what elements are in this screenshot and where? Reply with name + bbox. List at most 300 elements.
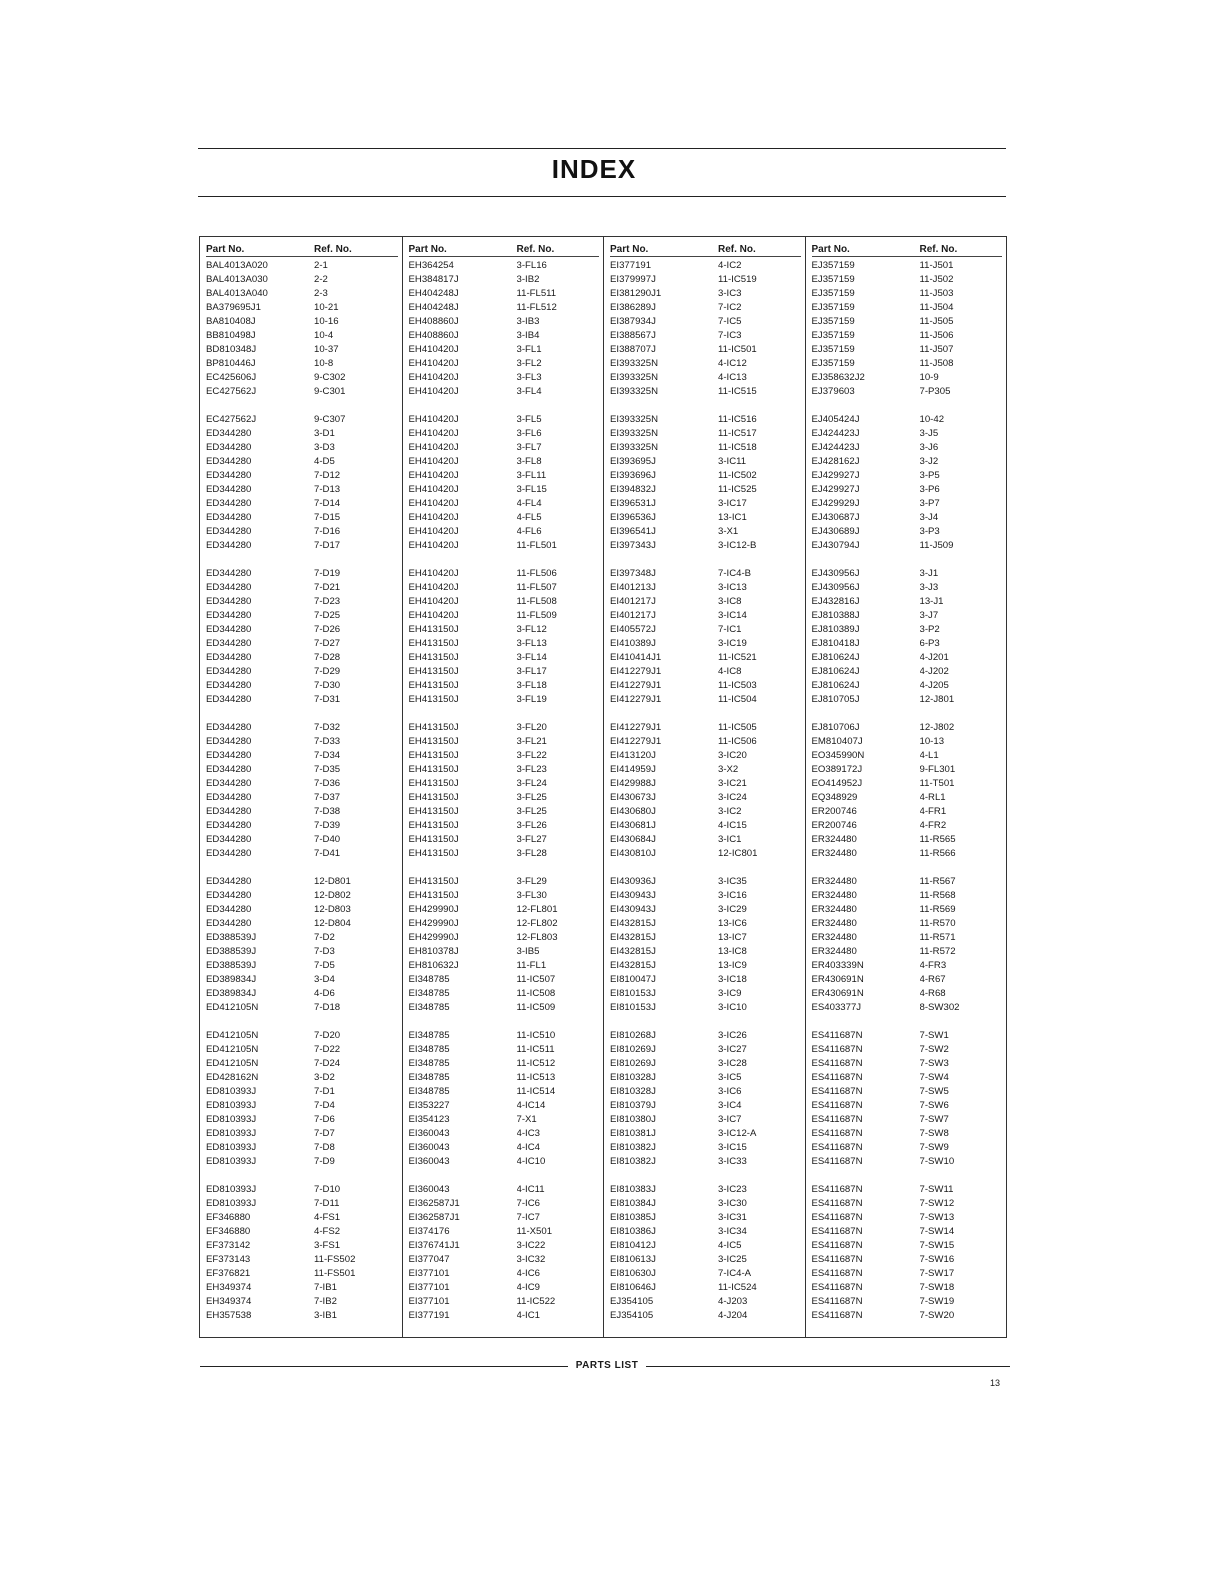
ref-number: 7-D9 — [314, 1156, 335, 1167]
part-no-header: Part No. — [610, 244, 649, 255]
ref-number: 2-1 — [314, 260, 328, 271]
table-row — [409, 763, 600, 777]
part-number: EH413150J — [408, 848, 459, 859]
ref-number: 4-FL4 — [516, 498, 542, 509]
table-row — [812, 1239, 1003, 1253]
part-number: ED344280 — [206, 484, 252, 495]
ref-number: 7-SW6 — [919, 1100, 949, 1111]
table-row — [812, 623, 1003, 637]
ref-number: 3-FL5 — [516, 414, 542, 425]
table-row — [610, 1211, 801, 1225]
part-number: EI430680J — [610, 806, 656, 817]
ref-number: 7-D40 — [314, 834, 341, 845]
part-number: EI810328J — [610, 1072, 656, 1083]
part-number: EH413150J — [408, 764, 459, 775]
table-row — [409, 1001, 600, 1015]
part-number: EH413150J — [408, 806, 459, 817]
table-row — [812, 1043, 1003, 1057]
ref-number: 7-D1 — [314, 1086, 335, 1097]
ref-number: 3-IC3 — [718, 288, 742, 299]
table-row — [610, 889, 801, 903]
part-number: EC427562J — [206, 414, 257, 425]
row-group — [812, 875, 1003, 1015]
part-number: EI810268J — [610, 1030, 656, 1041]
footer-rule-right — [646, 1366, 1010, 1367]
table-row — [812, 315, 1003, 329]
part-number: ED344280 — [206, 512, 252, 523]
part-number: ED810393J — [206, 1086, 257, 1097]
column-header — [812, 237, 1003, 257]
part-number: EI401217J — [610, 610, 656, 621]
ref-number: 7-D5 — [314, 960, 335, 971]
ref-number: 3-IC15 — [718, 1142, 747, 1153]
row-group — [206, 567, 398, 707]
page-title: INDEX — [551, 154, 637, 184]
part-number: ER324480 — [811, 932, 857, 943]
ref-number: 3-J1 — [919, 568, 939, 579]
table-row — [812, 441, 1003, 455]
part-number: EI810412J — [610, 1240, 656, 1251]
table-row — [206, 637, 398, 651]
ref-number: 9-C307 — [314, 414, 346, 425]
ref-number: 7-D8 — [314, 1142, 335, 1153]
table-row — [610, 413, 801, 427]
ref-number: 3-IC25 — [718, 1254, 747, 1265]
table-row — [812, 595, 1003, 609]
part-number: EI413120J — [610, 750, 656, 761]
table-row — [610, 959, 801, 973]
ref-number: 7-D16 — [314, 526, 341, 537]
part-number: EF346880 — [206, 1226, 251, 1237]
ref-number: 7-D12 — [314, 470, 341, 481]
part-number: ES411687N — [811, 1058, 863, 1069]
table-row — [610, 441, 801, 455]
part-number: EI393325N — [610, 386, 659, 397]
ref-number: 11-J505 — [919, 316, 954, 327]
ref-number: 4-D6 — [314, 988, 335, 999]
table-row — [206, 623, 398, 637]
ref-no-header: Ref. No. — [919, 244, 958, 255]
footer-label: PARTS LIST — [575, 1360, 639, 1371]
part-number: EI388567J — [610, 330, 656, 341]
part-number: ED344280 — [206, 442, 252, 453]
part-number: EJ354105 — [610, 1310, 654, 1321]
ref-number: 11-R567 — [919, 876, 956, 887]
index-column-3 — [603, 237, 805, 1337]
ref-number: 4-IC4 — [516, 1142, 540, 1153]
part-number: EI360043 — [408, 1184, 450, 1195]
table-row — [206, 833, 398, 847]
ref-number: 11-FL508 — [516, 596, 557, 607]
ref-number: 11-IC515 — [718, 386, 757, 397]
table-row — [409, 1267, 600, 1281]
ref-number: 11-IC518 — [718, 442, 757, 453]
part-number: EI412279J1 — [610, 680, 662, 691]
part-number: EI348785 — [408, 1030, 450, 1041]
table-row — [610, 497, 801, 511]
part-number: EH413150J — [408, 890, 459, 901]
row-group — [812, 567, 1003, 707]
table-row — [409, 805, 600, 819]
ref-number: 10-13 — [919, 736, 945, 747]
part-number: EI401213J — [610, 582, 656, 593]
part-number: EI810153J — [610, 988, 656, 999]
part-number: EI353227 — [408, 1100, 450, 1111]
table-row — [610, 805, 801, 819]
part-number: ED344280 — [206, 792, 252, 803]
part-number: ED344280 — [206, 848, 252, 859]
part-number: EH349374 — [206, 1296, 252, 1307]
part-number: EH349374 — [206, 1282, 252, 1293]
table-row — [206, 497, 398, 511]
table-row — [610, 483, 801, 497]
ref-number: 12-J801 — [919, 694, 955, 705]
table-row — [206, 847, 398, 861]
table-row — [610, 693, 801, 707]
table-row — [610, 609, 801, 623]
ref-number: 10-4 — [314, 330, 334, 341]
index-column-2 — [402, 237, 604, 1337]
ref-number: 7-D2 — [314, 932, 335, 943]
part-number: EI432815J — [610, 946, 656, 957]
footer-rule-left — [200, 1366, 568, 1367]
ref-number: 7-D10 — [314, 1184, 341, 1195]
table-row — [409, 1085, 600, 1099]
ref-number: 7-X1 — [516, 1114, 537, 1125]
part-number: EI362587J1 — [408, 1198, 460, 1209]
part-no-header: Part No. — [206, 244, 245, 255]
table-row — [812, 427, 1003, 441]
table-row — [206, 805, 398, 819]
part-number: EI810269J — [610, 1058, 656, 1069]
part-number: EI397343J — [610, 540, 656, 551]
table-row — [812, 679, 1003, 693]
table-row — [610, 595, 801, 609]
part-number: EJ810706J — [811, 722, 860, 733]
ref-number: 3-FL26 — [516, 820, 547, 831]
ref-number: 7-SW5 — [919, 1086, 949, 1097]
ref-number: 10-37 — [314, 344, 339, 355]
table-row — [812, 1253, 1003, 1267]
part-number: ES411687N — [811, 1226, 863, 1237]
ref-number: 3-FL20 — [516, 722, 547, 733]
part-number: EH429990J — [408, 918, 459, 929]
table-row — [409, 1295, 600, 1309]
ref-number: 7-D34 — [314, 750, 341, 761]
ref-number: 11-J506 — [919, 330, 954, 341]
part-number: ED344280 — [206, 540, 252, 551]
table-row — [409, 1225, 600, 1239]
ref-number: 7-D4 — [314, 1100, 335, 1111]
part-number: EI362587J1 — [408, 1212, 460, 1223]
ref-number: 3-IC28 — [718, 1058, 747, 1069]
part-number: ER200746 — [811, 820, 857, 831]
table-row — [812, 483, 1003, 497]
ref-number: 3-IC21 — [718, 778, 747, 789]
table-row — [812, 259, 1003, 273]
ref-number: 4-IC8 — [718, 666, 742, 677]
table-row — [610, 1057, 801, 1071]
table-row — [206, 1211, 398, 1225]
part-number: ES411687N — [811, 1310, 863, 1321]
ref-number: 3-P2 — [919, 624, 940, 635]
index-column-1 — [200, 237, 402, 1337]
ref-number: 13-IC9 — [718, 960, 747, 971]
ref-number: 7-P305 — [919, 386, 951, 397]
table-row — [206, 1071, 398, 1085]
table-row — [409, 721, 600, 735]
table-row — [409, 1183, 600, 1197]
table-row — [812, 1071, 1003, 1085]
part-number: EJ428162J — [811, 456, 860, 467]
part-number: EI810047J — [610, 974, 656, 985]
part-number: EJ810705J — [811, 694, 860, 705]
part-number: EH413150J — [408, 876, 459, 887]
ref-number: 3-IC16 — [718, 890, 747, 901]
table-row — [610, 511, 801, 525]
table-row — [610, 665, 801, 679]
table-row — [812, 889, 1003, 903]
ref-number: 7-IB1 — [314, 1282, 337, 1293]
part-number: EH410420J — [408, 442, 459, 453]
ref-number: 3-IC26 — [718, 1030, 747, 1041]
table-row — [409, 259, 600, 273]
ref-number: 11-J504 — [919, 302, 954, 313]
part-number: EQ348929 — [811, 792, 858, 803]
ref-number: 8-SW302 — [919, 1002, 960, 1013]
ref-number: 7-D18 — [314, 1002, 341, 1013]
ref-number: 4-R68 — [919, 988, 946, 999]
ref-number: 3-FL30 — [516, 890, 547, 901]
table-row — [812, 385, 1003, 399]
part-number: EJ405424J — [811, 414, 860, 425]
ref-number: 3-P5 — [919, 470, 940, 481]
table-row — [409, 917, 600, 931]
table-row — [610, 581, 801, 595]
table-row — [610, 1197, 801, 1211]
ref-number: 7-SW17 — [919, 1268, 955, 1279]
ref-number: 4-IC3 — [516, 1128, 540, 1139]
ref-number: 3-J4 — [919, 512, 939, 523]
ref-number: 7-SW2 — [919, 1044, 949, 1055]
part-number: EH410420J — [408, 358, 459, 369]
part-number: ES411687N — [811, 1030, 863, 1041]
part-number: ED412105N — [206, 1030, 259, 1041]
table-row — [206, 679, 398, 693]
ref-number: 3-IC5 — [718, 1072, 742, 1083]
row-group — [610, 721, 801, 861]
row-group — [610, 567, 801, 707]
part-number: ER324480 — [811, 834, 857, 845]
part-number: ED810393J — [206, 1100, 257, 1111]
ref-number: 7-D41 — [314, 848, 341, 859]
table-row — [409, 301, 600, 315]
ref-number: 7-D38 — [314, 806, 341, 817]
ref-number: 11-IC513 — [516, 1072, 556, 1083]
table-row — [206, 1141, 398, 1155]
table-row — [812, 609, 1003, 623]
table-row — [610, 1281, 801, 1295]
table-row — [409, 357, 600, 371]
part-number: EI412279J1 — [610, 666, 662, 677]
part-number: EH413150J — [408, 778, 459, 789]
ref-number: 3-FL12 — [516, 624, 547, 635]
part-number: ES411687N — [811, 1282, 863, 1293]
table-row — [409, 1253, 600, 1267]
ref-number: 4-IC12 — [718, 358, 747, 369]
table-row — [206, 987, 398, 1001]
table-row — [610, 1155, 801, 1169]
table-row — [812, 1225, 1003, 1239]
part-number: EI412279J1 — [610, 694, 662, 705]
part-number: EI360043 — [408, 1156, 450, 1167]
table-row — [610, 1253, 801, 1267]
table-row — [812, 763, 1003, 777]
part-number: ED344280 — [206, 918, 252, 929]
ref-number: 13-IC7 — [718, 932, 747, 943]
ref-number: 4-L1 — [919, 750, 939, 761]
part-number: ED810393J — [206, 1198, 257, 1209]
part-number: ES411687N — [811, 1212, 863, 1223]
table-row — [812, 511, 1003, 525]
table-row — [812, 819, 1003, 833]
index-column-4 — [805, 237, 1007, 1337]
part-number: EH810632J — [408, 960, 459, 971]
ref-number: 7-D17 — [314, 540, 341, 551]
ref-number: 7-SW19 — [919, 1296, 955, 1307]
table-row — [206, 595, 398, 609]
part-number: ED344280 — [206, 722, 252, 733]
ref-number: 11-IC521 — [718, 652, 757, 663]
ref-number: 11-IC516 — [718, 414, 757, 425]
ref-number: 4-IC2 — [718, 260, 742, 271]
part-number: EO345990N — [811, 750, 865, 761]
part-number: ES411687N — [811, 1254, 863, 1265]
ref-number: 11-X501 — [516, 1226, 553, 1237]
table-row — [206, 945, 398, 959]
ref-number: 11-IC522 — [516, 1296, 556, 1307]
ref-number: 3-FL8 — [516, 456, 542, 467]
table-row — [206, 1197, 398, 1211]
ref-number: 3-J6 — [919, 442, 939, 453]
row-group — [409, 1029, 600, 1169]
part-number: EH410420J — [408, 526, 459, 537]
table-row — [812, 525, 1003, 539]
row-groups — [206, 257, 398, 1323]
part-number: EH410420J — [408, 456, 459, 467]
part-number: ED344280 — [206, 638, 252, 649]
table-row — [206, 483, 398, 497]
part-number: ED810393J — [206, 1142, 257, 1153]
ref-number: 3-IC17 — [718, 498, 747, 509]
ref-number: 7-IC5 — [718, 316, 742, 327]
part-number: EI374176 — [408, 1226, 450, 1237]
ref-number: 3-IC7 — [718, 1114, 742, 1125]
table-row — [409, 413, 600, 427]
table-row — [206, 665, 398, 679]
part-number: EJ354105 — [610, 1296, 654, 1307]
part-number: EI377047 — [408, 1254, 450, 1265]
ref-number: 3-FL24 — [516, 778, 547, 789]
part-number: ES411687N — [811, 1296, 863, 1307]
part-number: EI387934J — [610, 316, 656, 327]
part-number: EI429988J — [610, 778, 656, 789]
ref-number: 3-IC30 — [718, 1198, 747, 1209]
ref-number: 4-IC15 — [718, 820, 747, 831]
part-no-header: Part No. — [408, 244, 447, 255]
part-number: EI386289J — [610, 302, 656, 313]
ref-number: 3-P3 — [919, 526, 940, 537]
table-row — [610, 833, 801, 847]
table-row — [610, 931, 801, 945]
part-number: EH410420J — [408, 372, 459, 383]
table-row — [206, 273, 398, 287]
ref-number: 11-FS502 — [314, 1254, 356, 1265]
table-row — [610, 343, 801, 357]
ref-number: 3-FL2 — [516, 358, 542, 369]
part-number: EJ810418J — [811, 638, 860, 649]
table-row — [812, 357, 1003, 371]
ref-number: 4-IC5 — [718, 1240, 742, 1251]
table-row — [206, 1057, 398, 1071]
table-row — [812, 1127, 1003, 1141]
part-number: EI810381J — [610, 1128, 656, 1139]
ref-no-header: Ref. No. — [516, 244, 555, 255]
ref-number: 3-P7 — [919, 498, 940, 509]
ref-number: 7-D14 — [314, 498, 341, 509]
part-number: ED344280 — [206, 652, 252, 663]
table-row — [610, 1309, 801, 1323]
table-row — [812, 805, 1003, 819]
part-number: EJ430689J — [811, 526, 860, 537]
table-row — [812, 455, 1003, 469]
ref-number: 11-J502 — [919, 274, 954, 285]
table-row — [812, 497, 1003, 511]
ref-number: 11-FL512 — [516, 302, 557, 313]
column-header — [409, 237, 600, 257]
ref-number: 3-FL27 — [516, 834, 547, 845]
table-row — [812, 735, 1003, 749]
table-row — [610, 1141, 801, 1155]
part-number: EI430943J — [610, 904, 656, 915]
table-row — [409, 973, 600, 987]
part-number: EI430681J — [610, 820, 656, 831]
table-row — [812, 329, 1003, 343]
part-number: EI348785 — [408, 1058, 450, 1069]
ref-number: 7-SW3 — [919, 1058, 949, 1069]
part-number: ER403339N — [811, 960, 864, 971]
ref-number: 7-D22 — [314, 1044, 341, 1055]
table-row — [610, 357, 801, 371]
table-row — [610, 777, 801, 791]
part-number: EI393325N — [610, 414, 659, 425]
table-row — [610, 1225, 801, 1239]
table-row — [812, 973, 1003, 987]
ref-number: 4-J204 — [718, 1310, 748, 1321]
table-row — [206, 1113, 398, 1127]
ref-number: 11-R569 — [919, 904, 956, 915]
part-number: EH429990J — [408, 904, 459, 915]
ref-number: 7-SW7 — [919, 1114, 949, 1125]
row-group — [206, 1183, 398, 1323]
table-row — [409, 1057, 600, 1071]
ref-number: 7-D3 — [314, 946, 335, 957]
ref-number: 4-FR1 — [919, 806, 947, 817]
part-number: ER324480 — [811, 918, 857, 929]
ref-number: 13-J1 — [919, 596, 944, 607]
ref-number: 11-IC517 — [718, 428, 757, 439]
ref-number: 11-IC501 — [718, 344, 757, 355]
